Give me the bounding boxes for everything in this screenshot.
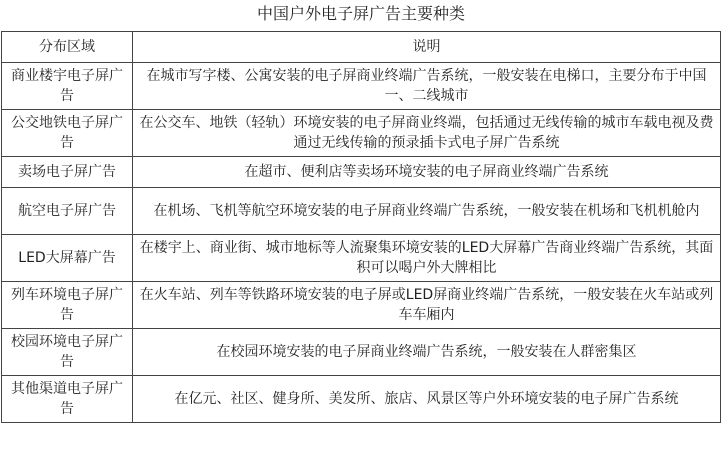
header-area: 分布区域 [2,32,133,63]
row-desc: 在公交车、地铁（轻轨）环境安装的电子屏商业终端，包括通过无线传输的城市车载电视及费通过无线传输的预录插卡式电子屏广告系统 [133,110,721,157]
table-row [2,329,721,376]
ad-types-table [1,31,721,423]
row-area: 公交地铁电子屏广告 [2,110,133,157]
row-desc: 在超市、便利店等卖场环境安装的电子屏商业终端广告系统 [133,157,721,188]
table-row [2,376,721,423]
row-desc: 在校园环境安装的电子屏商业终端广告系统，一般安装在人群密集区 [133,329,721,376]
row-desc: 在火车站、列车等铁路环境安装的电子屏或LED屏商业终端广告系统，一般安装在火车站或列车车厢内 [133,282,721,329]
table-row [2,110,721,157]
row-area: LED大屏幕广告 [2,235,133,282]
table-row [2,157,721,188]
row-area: 卖场电子屏广告 [2,157,133,188]
row-area: 校园环境电子屏广告 [2,329,133,376]
row-desc: 在亿元、社区、健身所、美发所、旅店、风景区等户外环境安装的电子屏广告系统 [133,376,721,423]
row-area: 其他渠道电子屏广告 [2,376,133,423]
table-row [2,63,721,110]
table-title: 中国户外电子屏广告主要种类 [256,4,465,23]
table-header-row [2,32,721,63]
row-area: 商业楼宇电子屏广告 [2,63,133,110]
table-row [2,188,721,235]
row-desc: 在城市写字楼、公寓安装的电子屏商业终端广告系统，一般安装在电梯口，主要分布于中国一、二线城市 [133,63,721,110]
row-area: 列车环境电子屏广告 [2,282,133,329]
table-row [2,282,721,329]
table-row [2,235,721,282]
row-desc: 在楼宇上、商业街、城市地标等人流聚集环境安装的LED大屏幕广告商业终端广告系统，其面积可以喝户外大牌相比 [133,235,721,282]
header-desc: 说明 [133,32,721,63]
row-desc: 在机场、飞机等航空环境安装的电子屏商业终端广告系统，一般安装在机场和飞机机舱内 [133,188,721,235]
row-area: 航空电子屏广告 [2,188,133,235]
